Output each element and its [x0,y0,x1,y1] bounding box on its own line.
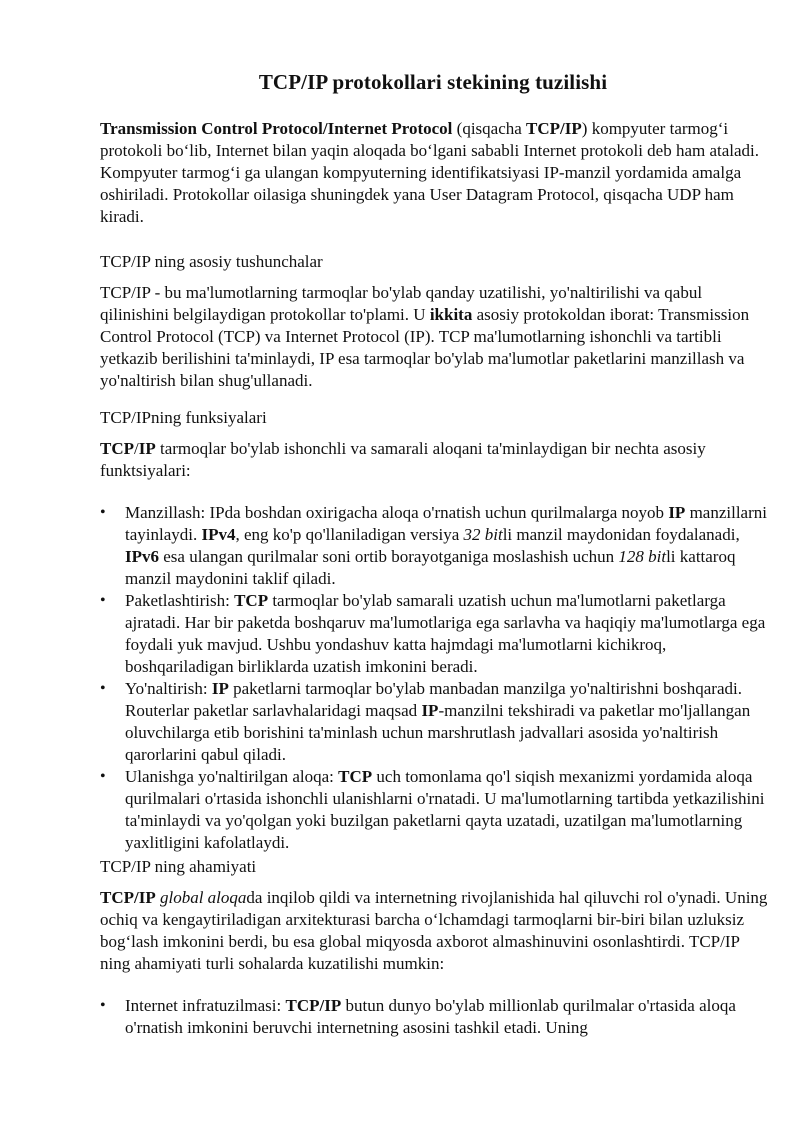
document-title: TCP/IP protokollari stekining tuzilishi [258,70,608,94]
paragraph: TCP/IP tarmoqlar bo'ylab ishonchli va samarali aloqani ta'minlaydigan bir nechta asosiy funktsiyalari: [100,439,706,480]
section-heading: TCP/IP ning ahamiyati [100,857,257,876]
list-item: • Ulanishga yo'naltirilgan aloqa: TCP uch tomonlama qo'l siqish mexanizmi yordamida aloqa qurilmalari o'rtasida ishonchli ulanishlarni o'rnatadi. U ma'lumotlarning tartibda yetkazilishini ta'minlaydi va yo'qolgan yoki buzilgan paketlarni qayta uzatadi, uzatilgan ma'lumotlarning yaxlitligini kafolatlaydi. [100,766,768,854]
section-heading: TCP/IPning funksiyalari [100,408,267,427]
intro-paragraph: Transmission Control Protocol/Internet Protocol (qisqacha TCP/IP) kompyuter tarmog‘i protokoli bo‘lib, Internet bilan yaqin aloqada bo‘lgani sababli Internet protokoli deb ham ataladi. Kompyuter tarmog‘i ga ulangan kompyuterning identifikatsiyasi IP-manzil yordamida amalga oshiriladi. Protokollar oilasiga shuningdek yana User Datagram Protocol, qisqacha UDP ham kiradi. [100,119,760,226]
significance-list [100,995,768,1039]
document-body [100,118,768,1039]
section-heading: TCP/IP ning asosiy tushunchalar [100,252,323,271]
paragraph: TCP/IP - bu ma'lumotlarning tarmoqlar bo'ylab qanday uzatilishi, yo'naltirilishi va qabul qilinishini belgilaydigan protokollar to'plami. U ikkita asosiy protokoldan iborat: Transmission Control Protocol (TCP) va Internet Protocol (IP). TCP ma'lumotlarning ishonchli va tartibli yetkazib berilishini ta'minlaydi, IP esa tarmoqlar bo'ylab ma'lumotlar paketlarini manzillash va yo'naltirish bilan shug'ullanadi. [100,283,750,390]
list-item: • Yo'naltirish: IP paketlarni tarmoqlar bo'ylab manbadan manzilga yo'naltirishni boshqaradi. Routerlar paketlar sarlavhalaridagi maqsad IP-manzilni tekshiradi va paketlar mo'ljallangan oluvchilarga etib borishini ta'minlash uchun marshrutlash jadvallari asosida yo'naltirish qarorlarini qabul qiladi. [100,678,768,766]
functions-list [100,502,768,854]
list-item: • Paketlashtirish: TCP tarmoqlar bo'ylab samarali uzatish uchun ma'lumotlarni paketlarga ajratadi. Har bir paketda boshqaruv ma'lumotlariga ega sarlavha va haqiqiy ma'lumotlarga ega foydali yuk mavjud. Ushbu yondashuv katta hajmdagi ma'lumotlarni kichikroq, boshqariladigan birliklarda uzatish imkonini beradi. [100,590,768,678]
paragraph: TCP/IP global aloqada inqilob qildi va internetning rivojlanishida hal qiluvchi rol o'ynadi. Uning ochiq va kengaytiriladigan arxitekturasi barcha o‘lchamdagi tarmoqlarni bir-biri bilan uzluksiz bog‘lash imkonini berdi, bu esa global miqyosda axborot almashinuvini osonlashtirdi. TCP/IP ning ahamiyati turli sohalarda kuzatilishi mumkin: [100,888,768,973]
list-item: • Manzillash: IPda boshdan oxirigacha aloqa o'rnatish uchun qurilmalarga noyob IP manzillarni tayinlaydi. IPv4, eng ko'p qo'llaniladigan versiya 32 bitli manzil maydonidan foydalanadi, IPv6 esa ulangan qurilmalar soni ortib borayotganiga moslashish uchun 128 bitli kattaroq manzil maydonini taklif qiladi. [100,502,768,590]
list-item: • Internet infratuzilmasi: TCP/IP butun dunyo bo'ylab millionlab qurilmalar o'rtasida aloqa o'rnatish imkonini beruvchi internetning asosini tashkil etadi. Uning [100,995,768,1039]
